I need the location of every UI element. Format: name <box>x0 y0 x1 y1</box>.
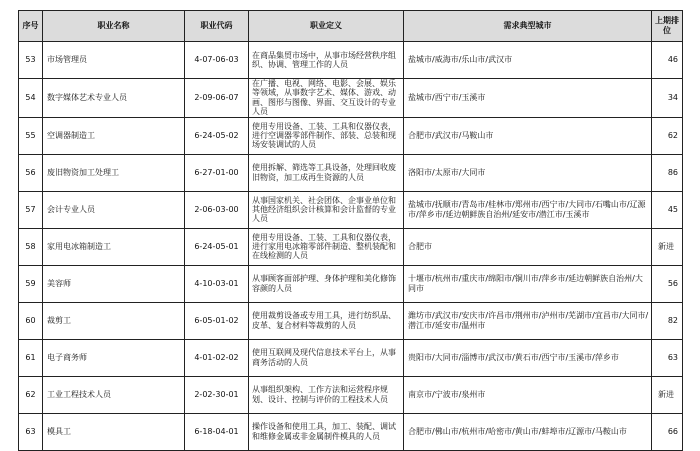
table-row <box>19 339 683 376</box>
cell-definition: 从事国家机关、社会团体、企事业单位和其他经济组织会计核算和会计监督的专业人员 <box>249 191 404 228</box>
cell-rank: 45 <box>652 191 683 228</box>
cell-name: 废旧物资加工处理工 <box>43 154 185 191</box>
table-header-row <box>19 11 683 42</box>
cell-no: 59 <box>19 265 43 302</box>
cell-code: 4-07-06-03 <box>185 42 249 79</box>
cell-cities: 南京市/宁波市/泉州市 <box>404 376 652 413</box>
cell-definition: 使用裁剪设备或专用工具，进行纺织品、皮革、复合材料等裁剪的人员 <box>249 302 404 339</box>
cell-cities: 十堰市/杭州市/重庆市/绵阳市/铜川市/萍乡市/延边朝鲜族自治州/大同市 <box>404 265 652 302</box>
cell-name: 电子商务师 <box>43 339 185 376</box>
cell-definition: 使用互联网及现代信息技术平台上，从事商务活动的人员 <box>249 339 404 376</box>
cell-no: 56 <box>19 154 43 191</box>
cell-code: 6-24-05-01 <box>185 228 249 265</box>
cell-code: 4-01-02-02 <box>185 339 249 376</box>
cell-name: 会计专业人员 <box>43 191 185 228</box>
table-row <box>19 302 683 339</box>
cell-rank: 62 <box>652 117 683 154</box>
table-row <box>19 413 683 450</box>
header-code: 职业代码 <box>185 11 249 42</box>
header-no: 序号 <box>19 11 43 42</box>
table-row <box>19 79 683 118</box>
cell-name: 家用电冰箱制造工 <box>43 228 185 265</box>
cell-cities: 合肥市/武汉市/马鞍山市 <box>404 117 652 154</box>
occupation-table-container <box>18 10 682 451</box>
cell-name: 美容师 <box>43 265 185 302</box>
header-definition: 职业定义 <box>249 11 404 42</box>
occupation-table <box>18 10 683 451</box>
table-row <box>19 376 683 413</box>
cell-cities: 盐城市/抚顺市/青岛市/桂林市/郑州市/西宁市/大同市/石嘴山市/辽源市/萍乡市/延边朝鲜族自治州/延安市/潜江市/玉溪市 <box>404 191 652 228</box>
cell-name: 裁剪工 <box>43 302 185 339</box>
cell-code: 2-02-30-01 <box>185 376 249 413</box>
cell-code: 4-10-03-01 <box>185 265 249 302</box>
cell-definition: 使用专用设备、工装、工具和仪器仪表，进行家用电冰箱零部件制造、整机装配和在线检测的人员 <box>249 228 404 265</box>
cell-definition: 在广播、电视、网络、电影、会展、娱乐等领域，从事数字艺术、媒体、游戏、动画、图形与图像、界面、交互设计的专业人员 <box>249 79 404 118</box>
cell-rank: 63 <box>652 339 683 376</box>
cell-no: 53 <box>19 42 43 79</box>
cell-no: 60 <box>19 302 43 339</box>
cell-cities: 盐城市/威海市/乐山市/武汉市 <box>404 42 652 79</box>
cell-name: 市场管理员 <box>43 42 185 79</box>
table-row <box>19 154 683 191</box>
cell-no: 61 <box>19 339 43 376</box>
cell-definition: 从事组织架构、工作方法和运营程序规划、设计、控制与评价的工程技术人员 <box>249 376 404 413</box>
cell-definition: 使用专用设备、工装、工具和仪器仪表，进行空调器零部件制作、部装、总装和现场安装调试的人员 <box>249 117 404 154</box>
cell-code: 6-27-01-00 <box>185 154 249 191</box>
cell-no: 63 <box>19 413 43 450</box>
table-row <box>19 117 683 154</box>
cell-code: 6-24-05-02 <box>185 117 249 154</box>
cell-code: 2-09-06-07 <box>185 79 249 118</box>
cell-rank: 46 <box>652 42 683 79</box>
cell-cities: 合肥市 <box>404 228 652 265</box>
cell-name: 工业工程技术人员 <box>43 376 185 413</box>
cell-cities: 洛阳市/太原市/大同市 <box>404 154 652 191</box>
table-row <box>19 42 683 79</box>
cell-name: 模具工 <box>43 413 185 450</box>
table-row <box>19 228 683 265</box>
cell-code: 6-18-04-01 <box>185 413 249 450</box>
cell-no: 55 <box>19 117 43 154</box>
cell-code: 6-05-01-02 <box>185 302 249 339</box>
header-cities: 需求典型城市 <box>404 11 652 42</box>
cell-no: 54 <box>19 79 43 118</box>
table-row <box>19 265 683 302</box>
cell-rank: 56 <box>652 265 683 302</box>
cell-rank: 86 <box>652 154 683 191</box>
cell-cities: 潍坊市/武汉市/安庆市/许昌市/荆州市/泸州市/芜湖市/宜昌市/大同市/潜江市/延安市/温州市 <box>404 302 652 339</box>
cell-no: 57 <box>19 191 43 228</box>
cell-name: 空调器制造工 <box>43 117 185 154</box>
header-name: 职业名称 <box>43 11 185 42</box>
cell-rank: 新进 <box>652 376 683 413</box>
cell-definition: 从事顾客面部护理、身体护理和美化修饰容颜的人员 <box>249 265 404 302</box>
table-row <box>19 191 683 228</box>
cell-cities: 贵阳市/大同市/淄博市/武汉市/黄石市/西宁市/玉溪市/萍乡市 <box>404 339 652 376</box>
cell-rank: 新进 <box>652 228 683 265</box>
cell-no: 58 <box>19 228 43 265</box>
cell-no: 62 <box>19 376 43 413</box>
header-rank: 上期排位 <box>652 11 683 42</box>
cell-name: 数字媒体艺术专业人员 <box>43 79 185 118</box>
cell-cities: 合肥市/佛山市/杭州市/哈密市/黄山市/蚌埠市/辽源市/马鞍山市 <box>404 413 652 450</box>
cell-code: 2-06-03-00 <box>185 191 249 228</box>
cell-rank: 34 <box>652 79 683 118</box>
cell-rank: 82 <box>652 302 683 339</box>
cell-cities: 盐城市/西宁市/玉溪市 <box>404 79 652 118</box>
cell-definition: 操作设备和使用工具，加工、装配、调试和维修金属或非金属制件模具的人员 <box>249 413 404 450</box>
cell-definition: 使用拆解、筛选等工具设备，处理回收废旧物资，加工成再生资源的人员 <box>249 154 404 191</box>
cell-rank: 66 <box>652 413 683 450</box>
cell-definition: 在商品集贸市场中，从事市场经营秩序组织、协调、管理工作的人员 <box>249 42 404 79</box>
